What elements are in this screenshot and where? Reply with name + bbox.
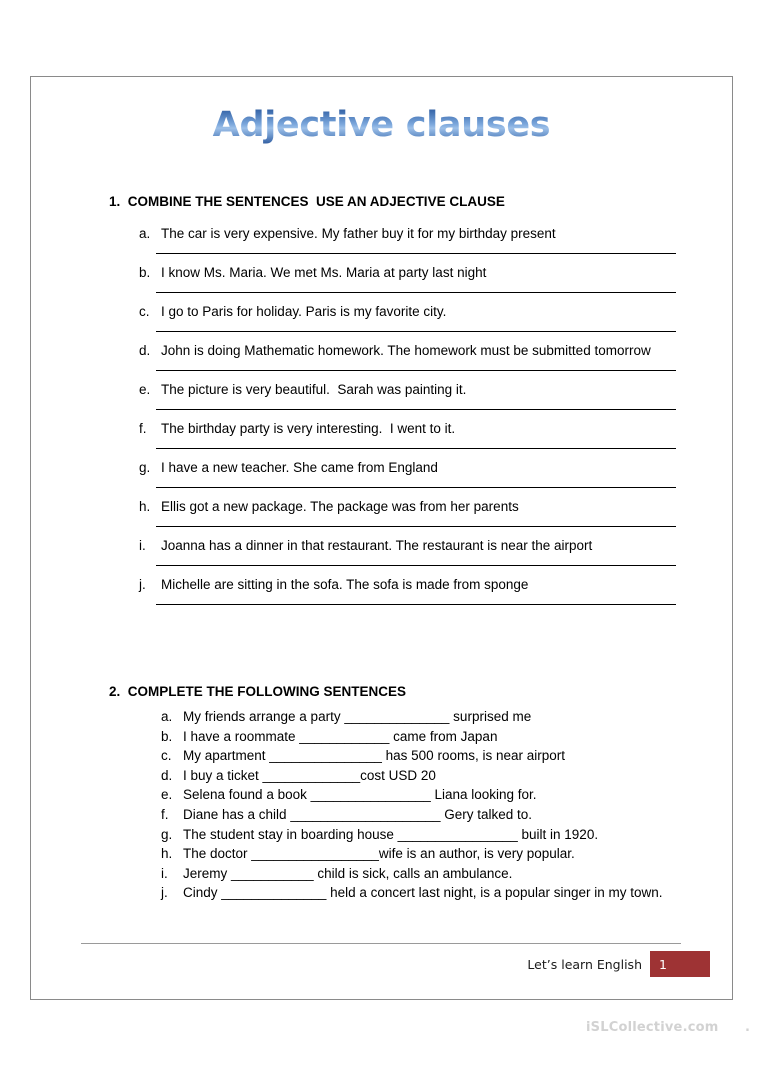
item-letter: d. bbox=[161, 767, 173, 783]
item-text: The birthday party is very interesting. I went to it. bbox=[161, 421, 456, 436]
page-title: Adjective clauses bbox=[31, 105, 732, 145]
list-item bbox=[109, 766, 719, 786]
list-item bbox=[109, 301, 709, 332]
item-text: Joanna has a dinner in that restaurant. The restaurant is near the airport bbox=[161, 538, 593, 553]
item-text: The car is very expensive. My father buy it for my birthday present bbox=[161, 226, 556, 241]
item-text[interactable]: My friends arrange a party ______________ surprised me bbox=[183, 709, 532, 724]
item-text[interactable]: Selena found a book ________________ Liana looking for. bbox=[183, 787, 537, 803]
list-item bbox=[109, 746, 719, 766]
watermark: iSLCollective.com bbox=[586, 1020, 719, 1035]
list-item bbox=[109, 340, 709, 371]
item-text[interactable]: My apartment _______________ has 500 rooms, is near airport bbox=[183, 748, 565, 764]
list-item bbox=[109, 457, 709, 488]
item-text: I have a new teacher. She came from England bbox=[161, 460, 438, 475]
answer-line[interactable] bbox=[156, 292, 676, 293]
answer-line[interactable] bbox=[156, 487, 676, 488]
list-item bbox=[109, 496, 709, 527]
section-2-number: 2. bbox=[109, 684, 121, 699]
answer-line[interactable] bbox=[156, 565, 676, 566]
page-number-badge: 1 bbox=[650, 951, 710, 977]
section-1-heading bbox=[109, 194, 505, 209]
list-item bbox=[109, 535, 709, 566]
list-item bbox=[109, 864, 719, 884]
list-item bbox=[109, 883, 719, 903]
list-item bbox=[109, 844, 719, 864]
list-item bbox=[109, 825, 719, 845]
item-letter: f. bbox=[161, 806, 169, 822]
item-text[interactable]: Cindy ______________ held a concert last night, is a popular singer in my town. bbox=[183, 885, 663, 901]
item-text: The picture is very beautiful. Sarah was painting it. bbox=[161, 382, 467, 397]
answer-line[interactable] bbox=[156, 604, 676, 605]
item-text: I know Ms. Maria. We met Ms. Maria at party last night bbox=[161, 265, 487, 280]
list-item bbox=[109, 727, 719, 747]
section-2-heading bbox=[109, 684, 406, 699]
item-letter: j. bbox=[161, 885, 168, 901]
list-item bbox=[109, 379, 709, 410]
item-letter: d. bbox=[139, 343, 151, 358]
item-text: Michelle are sitting in the sofa. The sofa is made from sponge bbox=[161, 577, 529, 592]
item-letter: i. bbox=[139, 538, 146, 553]
item-letter: g. bbox=[161, 826, 173, 842]
item-text: John is doing Mathematic homework. The homework must be submitted tomorrow bbox=[161, 343, 651, 358]
item-letter: i. bbox=[161, 865, 168, 881]
item-text: Ellis got a new package. The package was from her parents bbox=[161, 499, 519, 514]
answer-line[interactable] bbox=[156, 370, 676, 371]
list-item bbox=[109, 262, 709, 293]
exercise-1-list bbox=[109, 223, 709, 613]
watermark-dot: . bbox=[745, 1020, 750, 1035]
list-item bbox=[109, 805, 719, 825]
item-letter: b. bbox=[139, 265, 151, 280]
item-text[interactable]: The doctor _________________wife is an author, is very popular. bbox=[183, 846, 575, 862]
answer-line[interactable] bbox=[156, 331, 676, 332]
answer-line[interactable] bbox=[156, 448, 676, 449]
answer-line[interactable] bbox=[156, 526, 676, 527]
list-item bbox=[109, 707, 719, 727]
answer-line[interactable] bbox=[156, 253, 676, 254]
item-text[interactable]: I buy a ticket _____________cost USD 20 bbox=[183, 767, 436, 783]
item-letter: e. bbox=[161, 787, 173, 803]
item-letter: f. bbox=[139, 421, 147, 436]
list-item bbox=[109, 223, 709, 254]
footer bbox=[527, 951, 710, 977]
item-letter: c. bbox=[161, 748, 172, 764]
item-letter: h. bbox=[139, 499, 151, 514]
section-1-number: 1. bbox=[109, 194, 121, 209]
item-text: I go to Paris for holiday. Paris is my favorite city. bbox=[161, 304, 447, 319]
exercise-2-list bbox=[109, 707, 719, 903]
item-letter: b. bbox=[161, 728, 173, 744]
list-item bbox=[109, 785, 719, 805]
footer-label: Let’s learn English bbox=[527, 956, 642, 972]
item-letter: j. bbox=[139, 577, 146, 592]
answer-line[interactable] bbox=[156, 409, 676, 410]
footer-divider bbox=[81, 943, 681, 944]
item-letter: h. bbox=[161, 846, 173, 862]
item-text[interactable]: I have a roommate ____________ came from Japan bbox=[183, 728, 498, 744]
item-letter: a. bbox=[139, 226, 151, 241]
item-letter: c. bbox=[139, 304, 150, 319]
item-letter: a. bbox=[161, 709, 173, 724]
worksheet-page bbox=[30, 76, 733, 1000]
list-item bbox=[109, 418, 709, 449]
section-1-heading-text: COMBINE THE SENTENCES USE AN ADJECTIVE CLAUSE bbox=[127, 194, 505, 209]
section-2-heading-text: COMPLETE THE FOLLOWING SENTENCES bbox=[127, 684, 407, 699]
item-letter: g. bbox=[139, 460, 151, 475]
item-text[interactable]: The student stay in boarding house ________________ built in 1920. bbox=[183, 826, 599, 842]
item-text[interactable]: Diane has a child ____________________ Gery talked to. bbox=[183, 806, 533, 822]
item-text[interactable]: Jeremy ___________ child is sick, calls an ambulance. bbox=[183, 865, 513, 881]
list-item bbox=[109, 574, 709, 605]
item-letter: e. bbox=[139, 382, 151, 397]
